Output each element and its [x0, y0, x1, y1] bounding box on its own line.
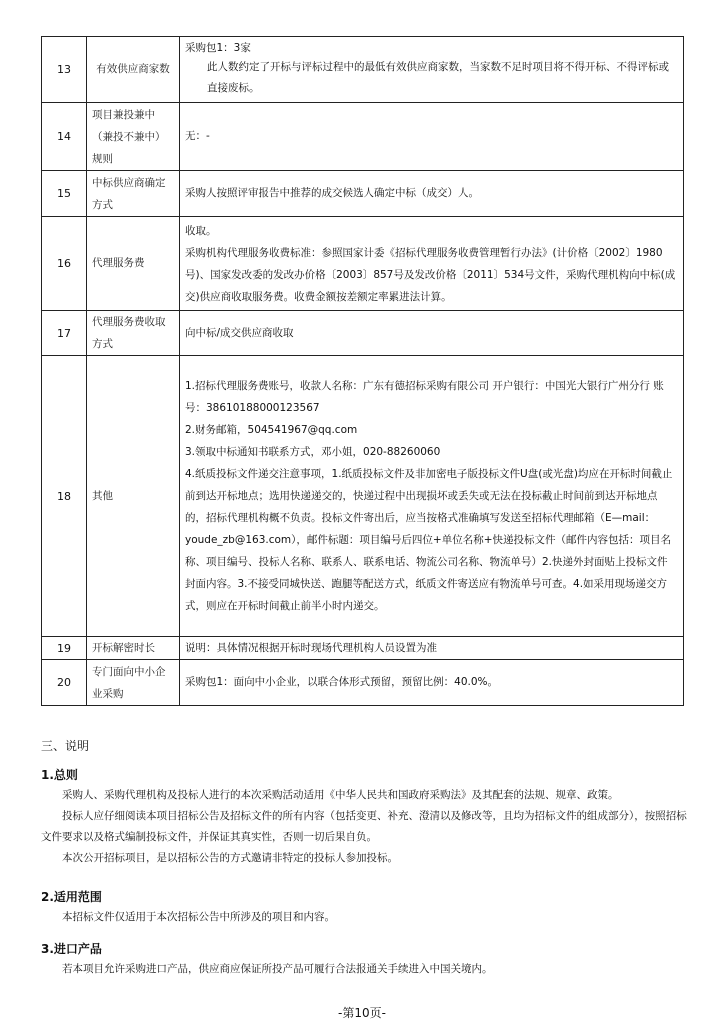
row-value: [180, 660, 684, 706]
value-line: 3.领取中标通知书联系方式，邓小姐，020-88260060: [185, 446, 441, 458]
table-row: [42, 217, 684, 311]
paragraph: 本次公开招标项目，是以招标公告的方式邀请非特定的投标人参加投标。: [62, 852, 398, 864]
section-scope: [41, 888, 691, 928]
value-line: 收取。: [185, 224, 217, 237]
row-label: 专门面向中小企业采购: [87, 660, 180, 706]
table-row: [42, 660, 684, 706]
row-label: 代理服务费收取方式: [87, 311, 180, 356]
row-number: 17: [42, 311, 87, 356]
value-line: 无：-: [185, 130, 210, 142]
value-line: 采购机构代理服务收费标准：参照国家计委《招标代理服务收费管理暂行办法》(计价格〔2002〕1980号)、国家发改委的发改办价格〔2003〕857号及发改价格〔2011〕534号文件，采购代理机构向中标(成交)供应商收取服务费。收费金额按差额定率累进法计算。: [185, 246, 676, 303]
subsection-title: 3.进口产品: [41, 942, 102, 956]
paragraph: 本招标文件仅适用于本次招标公告中所涉及的项目和内容。: [62, 911, 335, 923]
row-number: 16: [42, 217, 87, 311]
paragraph: 若本项目允许采购进口产品，供应商应保证所投产品可履行合法报通关手续进入中国关境内。: [62, 963, 493, 975]
section-general: [41, 766, 691, 869]
value-line: 采购人按照评审报告中推荐的成交候选人确定中标（成交）人。: [185, 187, 479, 199]
table-row: [42, 171, 684, 217]
row-value: [180, 171, 684, 217]
row-number: 14: [42, 103, 87, 171]
value-line: 2.财务邮箱，504541967@qq.com: [185, 424, 358, 436]
subsection-title: 1.总则: [41, 768, 78, 782]
page-number: -第10页-: [338, 1006, 386, 1020]
value-line: 向中标/成交供应商收取: [185, 326, 294, 339]
row-label: 项目兼投兼中（兼投不兼中）规则: [87, 103, 180, 171]
value-line: 1.招标代理服务费账号，收款人名称：广东有德招标采购有限公司 开户银行：中国光大银行广州分行 账 号：38610188000123567: [185, 380, 664, 414]
section-import: [41, 940, 691, 980]
value-line: 4.纸质投标文件递交注意事项，1.纸质投标文件及非加密电子版投标文件U盘(或光盘)均应在开标时间截止前到达开标地点；选用快递递交的，快递过程中出现损坏或丢失或无法在投标截止时间前到达开标地点的，招标代理机构概不负责。投标文件寄出后，应当按格式准确填写发送至招标代理邮箱（E—mail：youde_zb@163.com），邮件标题：项目编号后四位+单位名称+快递投标文件（邮件内容包括：项目名称、项目编号、投标人名称、联系人、联系电话、物流公司名称、物流单号）2.快递外封面贴上投标文件封面内容。3.不接受同城快送、跑腿等配送方式，纸质文件寄送应有物流单号可查。4.如采用现场递交方式，则应在开标时间截止前半小时内递交。: [185, 468, 673, 612]
row-value: [180, 217, 684, 311]
row-label: 有效供应商家数: [87, 37, 180, 103]
row-number: 15: [42, 171, 87, 217]
row-label: 其他: [87, 356, 180, 637]
value-line: 采购包1：面向中小企业，以联合体形式预留，预留比例：40.0%。: [185, 676, 499, 688]
section-title: 三、说明: [41, 739, 90, 753]
value-line: 此人数约定了开标与评标过程中的最低有效供应商家数，当家数不足时项目将不得开标、不得评标或直接废标。: [207, 61, 669, 94]
value-line: 采购包1：3家: [185, 42, 251, 54]
table-row: [42, 356, 684, 637]
row-value: [180, 37, 684, 103]
table-row: [42, 103, 684, 171]
row-value: [180, 311, 684, 356]
row-label: 中标供应商确定方式: [87, 171, 180, 217]
table-row: [42, 637, 684, 660]
row-value: [180, 637, 684, 660]
row-value: [180, 356, 684, 637]
paragraph: 投标人应仔细阅读本项目招标公告及招标文件的所有内容（包括变更、补充、澄清以及修改等，且均为招标文件的组成部分），按照招标文件要求以及格式编制投标文件，并保证其真实性，否则一切后果自负。: [41, 810, 687, 843]
row-number: 19: [42, 637, 87, 660]
table-row: [42, 311, 684, 356]
row-number: 18: [42, 356, 87, 637]
info-table: [41, 36, 684, 706]
row-label: 开标解密时长: [87, 637, 180, 660]
subsection-title: 2.适用范围: [41, 890, 102, 904]
row-label: 代理服务费: [87, 217, 180, 311]
table-row: [42, 37, 684, 103]
value-line: 说明：具体情况根据开标时现场代理机构人员设置为准: [185, 641, 437, 654]
paragraph: 采购人、采购代理机构及投标人进行的本次采购活动适用《中华人民共和国政府采购法》及其配套的法规、规章、政策。: [62, 789, 619, 801]
row-number: 20: [42, 660, 87, 706]
row-value: [180, 103, 684, 171]
row-number: 13: [42, 37, 87, 103]
